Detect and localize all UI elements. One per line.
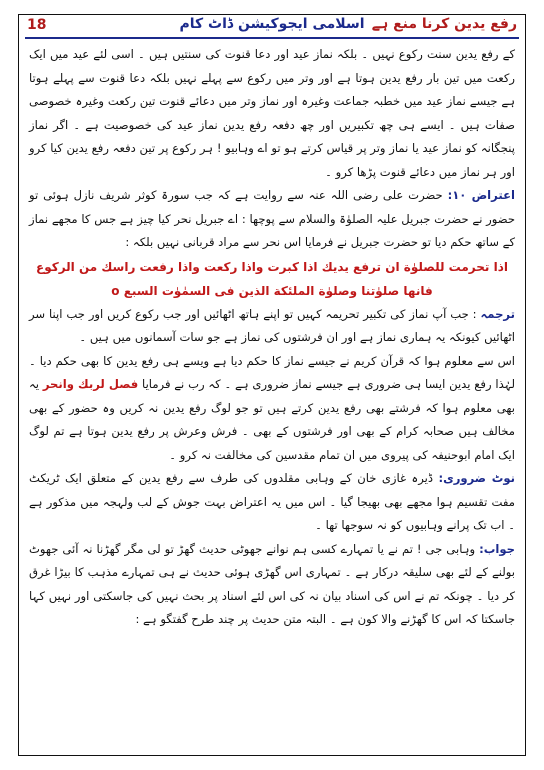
page-number: 18 — [27, 17, 47, 33]
note-text: ڈیرہ غازی خان کے وہابی مقلدوں کی طرف سے رفع یدین کے متعلق ایک ٹریکٹ مفت تقسیم ہوا مجھے بھی بھیجا گیا ۔ اس میں یہ اعتراض بہت جوش کے لب ولہجہ میں مذکور ہے ۔ اب تک پرانے وہابیوں کو نہ سوجھا تھا ۔ — [29, 471, 515, 532]
paragraph-4-part-a: اس سے معلوم ہوا کہ قرآن کریم نے جیسے نماز کا حکم دیا ہے ویسے ہی رفع یدین کا بھی حکم دیا ۔ لہٰذا رفع یدین ایسا ہی ضروری ہے جیسے نماز ضروری ہے ۔ کہ رب نے فرمایا — [29, 353, 515, 391]
translation-text: : جب آپ نماز کی تکبیر تحریمہ کہیں تو اپنے ہاتھ اٹھائیں اور جب رکوع کریں اور جب اپنا سر اٹھائیں کیونکہ یہ ہماری نماز ہے اور ان فرشتوں کی نماز ہے جو سات آسمانوں میں ہیں ۔ — [29, 306, 515, 344]
objection-text: حضرت علی رضی اللہ عنہ سے روایت ہے کہ جب سورۃ کوثر شریف نازل ہوئی تو حضور نے حضرت جبریل علیہ الصلوٰۃ والسلام سے پوچھا : اے جبریل نحر کیا چیز ہے جس کا مجھے نماز کے ساتھ حکم دیا تو حضرت جبریل نے فرمایا اس نحر سے مراد قربانی نہیں بلکہ : — [29, 188, 515, 249]
quran-quote: فصل لربك وانحر — [42, 377, 139, 391]
page-frame — [18, 14, 526, 756]
header-divider — [25, 37, 519, 39]
paragraph-4-part-b: یہ بھی معلوم ہوا کہ فرشتے بھی رفع یدین کرتے ہیں تو جو لوگ رفع یدین نہ کریں وہ حضور کے بھی مخالف ہیں صحابہ کرام کے بھی اور فرشتوں کے بھی ۔ فرش وعرش پر رفع یدین ہوتا ہے تم لوگ ایک امام ابوحنیفہ کی پیروی میں ان تمام مقدسین کی مخالفت نہ کرو ۔ — [29, 377, 515, 462]
paragraph-note — [29, 467, 515, 538]
book-title: رفع یدین کرنا منع ہے — [371, 16, 517, 32]
paragraph-answer — [29, 538, 515, 632]
paragraph-1: کے رفع یدین سنت رکوع نہیں ۔ بلکہ نماز عید اور دعا قنوت کی سنتیں ہیں ۔ اسی لئے عید میں ایک رکعت میں تین بار رفع یدین ہوتا ہے اور وتر میں رکوع سے پہلے نہیں بلکہ دعا قنوت سے پہلے ہوتا ہے جیسے نماز عید میں خطبہ جماعت وغیرہ اور نماز وتر میں دعائے قنوت تین رکعت وغیرہ خصوصی صفات ہیں ۔ ایسے ہی چھ تکبیریں اور چھ دفعہ رفع یدین نماز عید کی خصوصیت ہے ۔ اگر نماز پنجگانہ کو نماز عید یا نماز وتر پر قیاس کرتے ہو تو اے وہابیو ! ہر رکوع پر تین دفعہ رفع یدین کیا کرو اور ہر نماز میں دعائے قنوت پڑھا کرو ۔ — [29, 47, 515, 179]
page-body — [29, 43, 515, 749]
site-name: اسلامی ایجوکیشن ڈاٹ کام — [179, 16, 365, 32]
objection-label: اعتراض ۱۰: — [447, 188, 515, 202]
arabic-hadith: اذا تحرمت للصلوٰة ان ترفع يديك اذا كبرت واذا ركعت واذا رفعت راسك من الركوع فانها صلوٰتنا وصلوٰة الملئكة الذين فى السمٰوٰت السبع o — [36, 259, 508, 298]
answer-label: جواب: — [479, 541, 515, 556]
paragraph-translation — [29, 303, 515, 350]
paragraph-4 — [29, 350, 515, 468]
page-header — [19, 15, 525, 37]
paragraph-objection-10 — [29, 184, 515, 255]
translation-label: ترجمہ — [480, 306, 515, 321]
answer-text: وہابی جی ! تم نے یا تمہارے کسی ہم نوانے جھوٹی حدیث گھڑ تو لی مگر گھڑنا نہ آئی جھوٹ بولنے کے لئے بھی سلیقہ درکار ہے ۔ تمہاری اس گھڑی ہوئی حدیث نے ہی تمہارے مذہب کا بیڑا غرق کر دیا ۔ چونکہ تم نے اس کی اسناد بیان نہ کی اس لئے اسناد پر بحث نہیں کی جاسکتی اور نہیں کہا جاسکتا کہ اس کا گھڑنے والا کون ہے ۔ البتہ متن حدیث پر چند طرح گفتگو ہے : — [29, 541, 515, 626]
note-label: نوٹ ضروری: — [438, 471, 515, 485]
